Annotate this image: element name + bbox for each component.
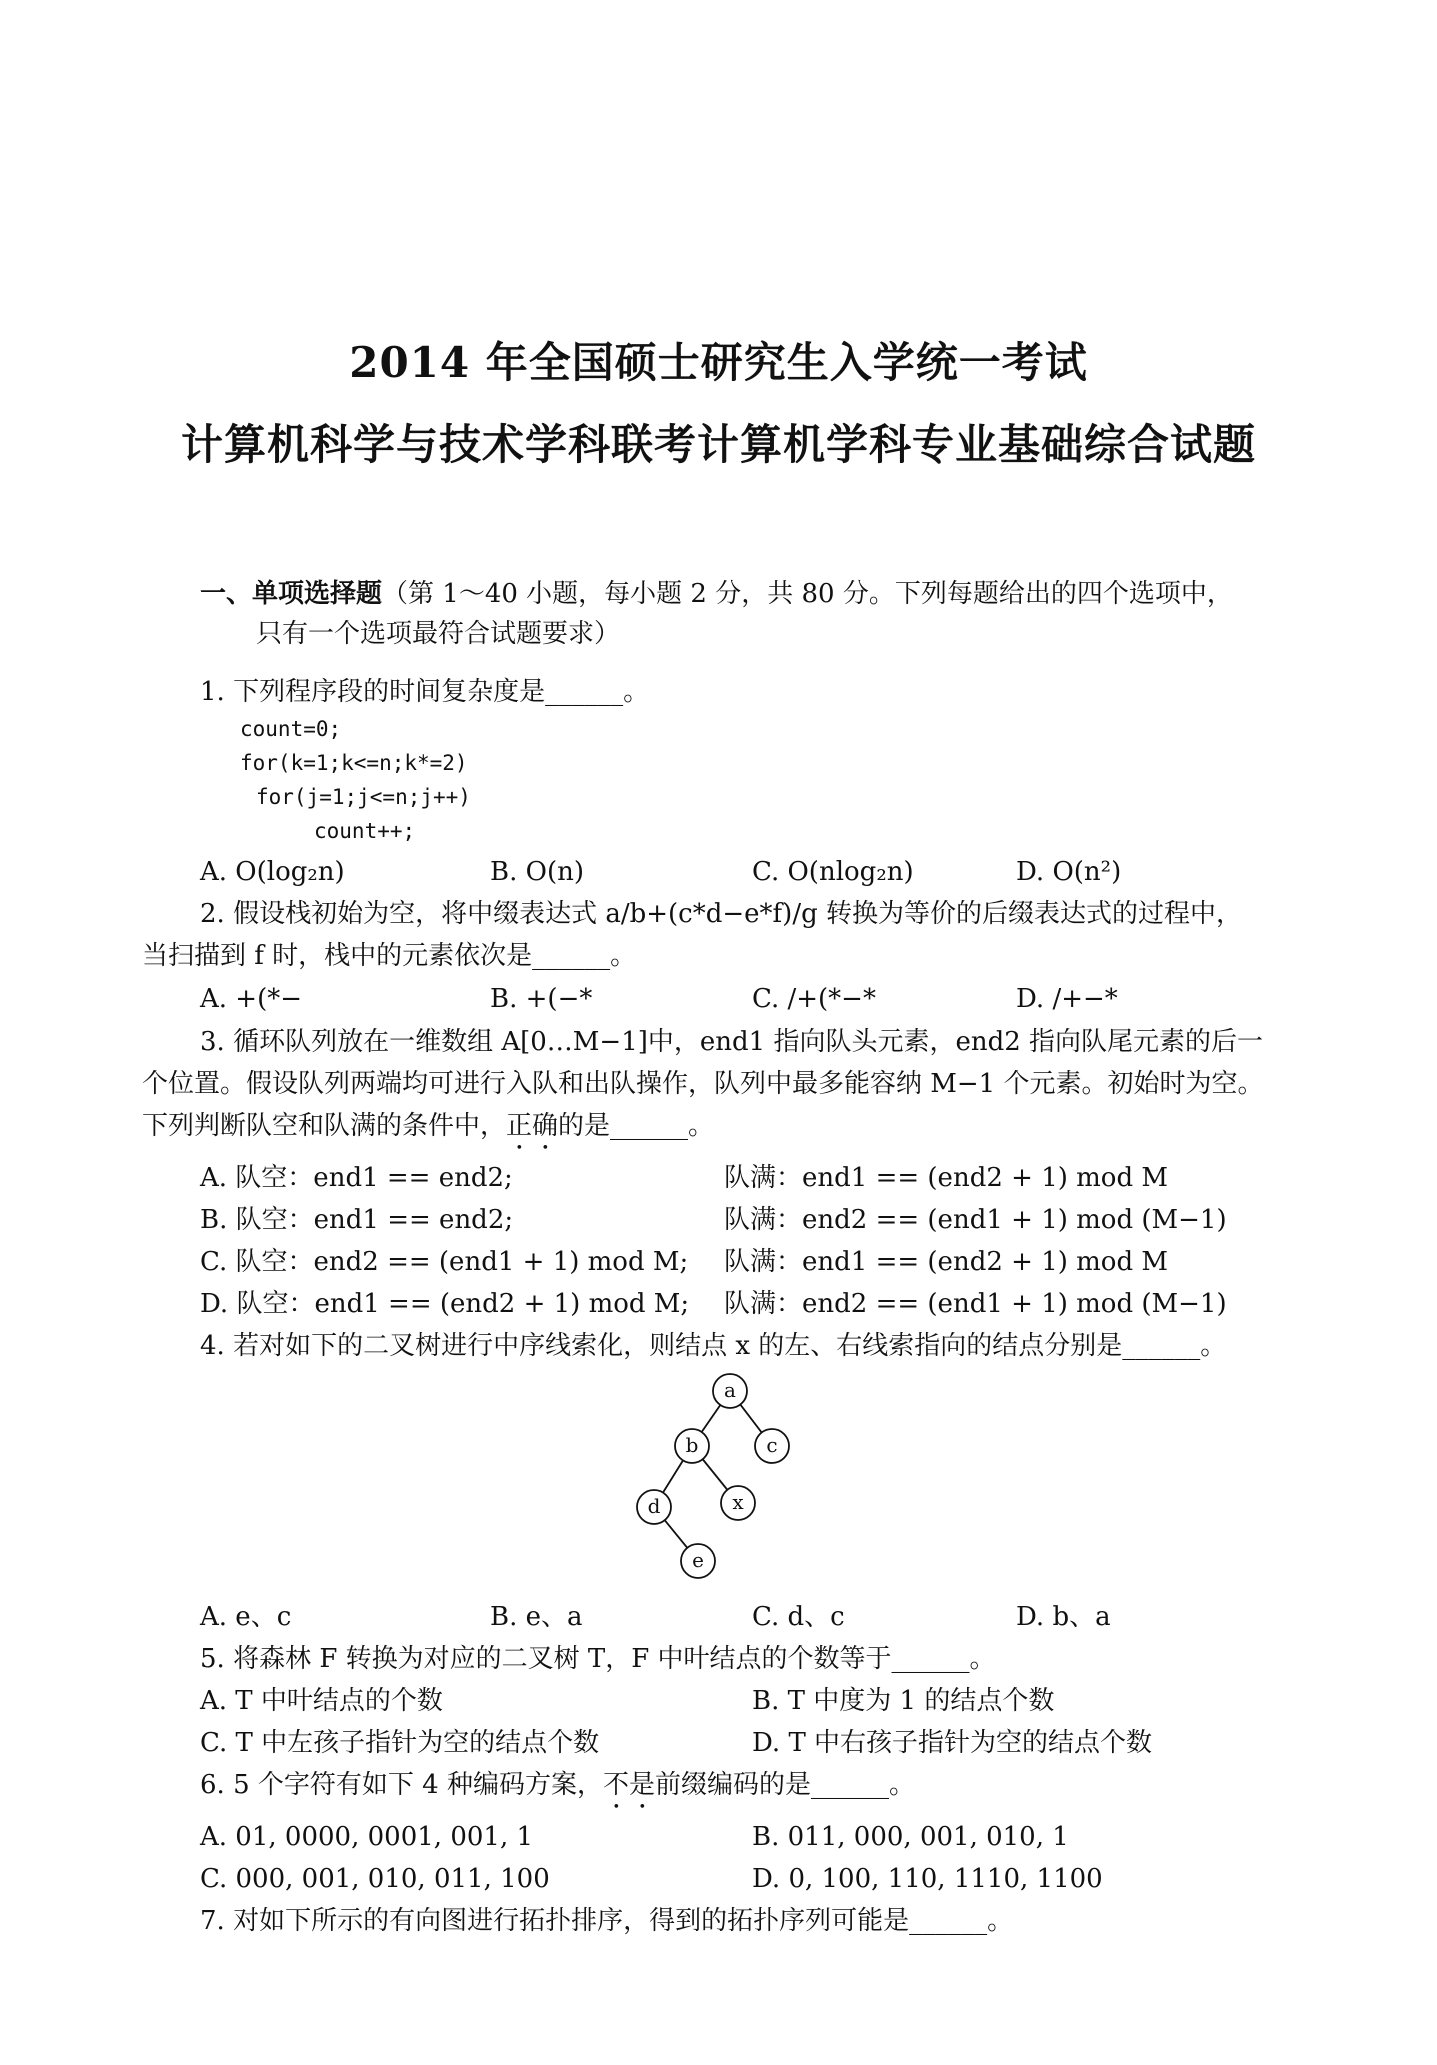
title-line-2: 计算机科学与技术学科联考计算机学科专业基础综合试题 (180, 420, 1256, 469)
q3-line-2: 个位置。假设队列两端均可进行入队和出队操作，队列中最多能容纳 M−1 个元素。初始时为空。 (142, 1069, 1264, 1099)
tree-node-label: e (692, 1548, 704, 1572)
q3-emphasis: 正确 (506, 1111, 559, 1141)
q3-option-b-left: B. 队空：end1 == end2; (200, 1205, 514, 1235)
q5-option-d: D. T 中右孩子指针为空的结点个数 (752, 1728, 1153, 1758)
q2-option-c: C. /+(*−* (752, 984, 876, 1014)
q1-code-line: for(j=1;j<=n;j++) (256, 785, 471, 809)
q2-line-1: 2. 假设栈初始为空，将中缀表达式 a/b+(c*d−e*f)/g 转换为等价的后缀表达式的过程中， (200, 899, 1242, 929)
q4-option-a: A. e、c (200, 1602, 292, 1632)
q5-stem: 5. 将森林 F 转换为对应的二叉树 T，F 中叶结点的个数等于______。 (200, 1644, 996, 1674)
q3-option-a-left: A. 队空：end1 == end2; (200, 1163, 513, 1193)
q6-option-b: B. 011, 000, 001, 010, 1 (752, 1822, 1069, 1852)
q5-option-c: C. T 中左孩子指针为空的结点个数 (200, 1728, 600, 1758)
q3-option-d-left: D. 队空：end1 == (end2 + 1) mod M; (200, 1289, 690, 1319)
q3-option-d-right: 队满：end2 == (end1 + 1) mod (M−1) (724, 1289, 1227, 1319)
section-heading-text: （第 1～40 小题，每小题 2 分，共 80 分。下列每题给出的四个选项中， (382, 579, 1233, 609)
q6-stem (200, 1769, 915, 1815)
q4-option-b: B. e、a (490, 1602, 583, 1632)
q3-option-a-right: 队满：end1 == (end2 + 1) mod M (724, 1163, 1168, 1193)
q6-option-a: A. 01, 0000, 0001, 001, 1 (200, 1822, 534, 1852)
q1-code-line: count++; (314, 819, 416, 843)
q1-option-c: C. O(nlog₂n) (752, 857, 914, 887)
q3-option-c-right: 队满：end1 == (end2 + 1) mod M (724, 1247, 1168, 1277)
tree-node-label: a (724, 1378, 736, 1402)
q2-option-a: A. +(*− (200, 984, 303, 1014)
tree-node-label: b (685, 1433, 699, 1457)
tree-node-label: x (732, 1490, 744, 1514)
section-heading-label: 一、单项选择题 (200, 579, 383, 609)
q3-line-1: 3. 循环队列放在一维数组 A[0…M−1]中，end1 指向队头元素，end2 指向队尾元素的后一 (200, 1027, 1264, 1057)
q1-code-line: for(k=1;k<=n;k*=2) (240, 751, 468, 775)
q4-option-d: D. b、a (1016, 1602, 1111, 1632)
q1-option-a: A. O(log₂n) (200, 857, 345, 887)
q3-line-3-pre: 下列判断队空和队满的条件中， (142, 1111, 507, 1141)
q2-option-d: D. /+−* (1016, 984, 1118, 1014)
q6-emphasis: 不是 (602, 1770, 655, 1800)
q3-option-c-left: C. 队空：end2 == (end1 + 1) mod M; (200, 1247, 689, 1277)
q2-line-2: 当扫描到 f 时，栈中的元素依次是______。 (142, 941, 637, 971)
q1-option-b: B. O(n) (490, 857, 584, 887)
q1-stem: 1. 下列程序段的时间复杂度是______。 (200, 677, 650, 707)
q5-option-b: B. T 中度为 1 的结点个数 (752, 1686, 1055, 1716)
tree-node-label: c (766, 1433, 778, 1457)
q6-stem-pre: 6. 5 个字符有如下 4 种编码方案， (200, 1770, 603, 1800)
binary-tree-diagram (620, 1365, 820, 1585)
q6-option-c: C. 000, 001, 010, 011, 100 (200, 1864, 550, 1894)
q4-stem: 4. 若对如下的二叉树进行中序线索化，则结点 x 的左、右线索指向的结点分别是______。 (200, 1331, 1227, 1361)
q2-option-b: B. +(−* (490, 984, 593, 1014)
q1-option-d: D. O(n²) (1016, 857, 1122, 887)
q5-option-a: A. T 中叶结点的个数 (200, 1686, 443, 1716)
q6-stem-post: 前缀编码的是______。 (654, 1770, 915, 1800)
q3-line-3-post: 的是______。 (558, 1111, 715, 1141)
q1-code-line: count=0; (240, 717, 342, 741)
section-heading (200, 578, 1233, 611)
section-heading-line2: 只有一个选项最符合试题要求） (256, 619, 621, 649)
title-line-1: 2014 年全国硕士研究生入学统一考试 (349, 338, 1088, 387)
q3-line-3 (142, 1110, 714, 1156)
q6-option-d: D. 0, 100, 110, 1110, 1100 (752, 1864, 1103, 1894)
q3-option-b-right: 队满：end2 == (end1 + 1) mod (M−1) (724, 1205, 1227, 1235)
q4-option-c: C. d、c (752, 1602, 845, 1632)
q7-stem: 7. 对如下所示的有向图进行拓扑排序，得到的拓扑序列可能是______。 (200, 1906, 1014, 1936)
tree-node-label: d (647, 1494, 661, 1518)
